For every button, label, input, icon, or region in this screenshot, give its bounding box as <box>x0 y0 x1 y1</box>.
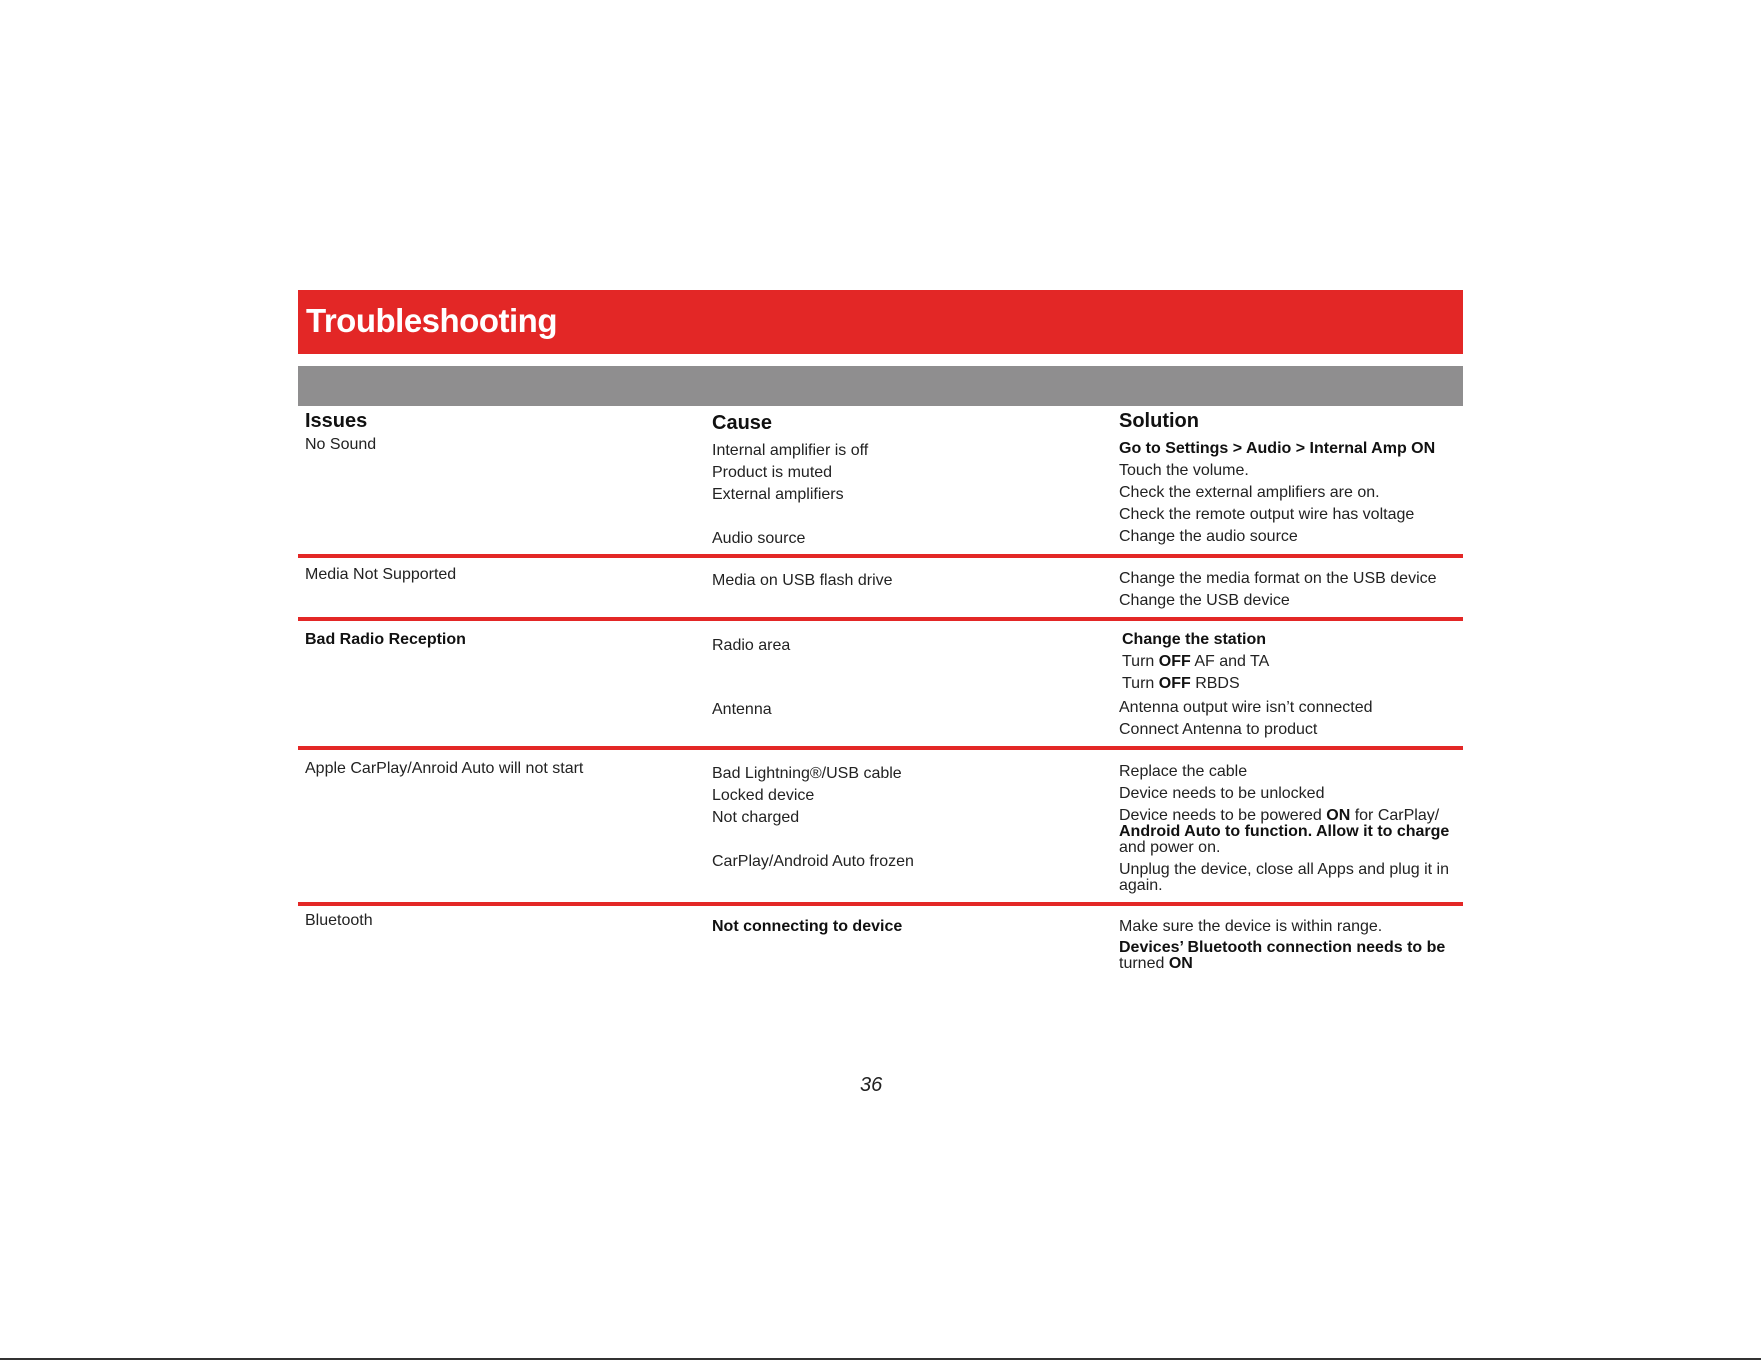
text-run-bold: ON <box>1168 955 1193 972</box>
solution-list <box>1119 916 1382 938</box>
solution-item <box>1122 651 1269 673</box>
cause-list <box>712 916 902 938</box>
text-run-bold: ON <box>1326 807 1351 824</box>
solution-item: Devices’ Bluetooth connection needs to be <box>1119 939 1446 956</box>
row-separator <box>298 746 1463 750</box>
solution-list <box>1119 697 1373 741</box>
solution-item: Touch the volume. <box>1119 462 1249 479</box>
text-run: RBDS <box>1190 675 1240 692</box>
solution-item: again. <box>1119 877 1163 894</box>
column-header-issues: Issues <box>305 410 368 432</box>
solution-list <box>1119 568 1437 612</box>
cause-item: Bad Lightning®/USB cable <box>712 765 902 782</box>
issue-no-sound <box>305 434 376 456</box>
cause-list <box>712 635 790 657</box>
issue-bad-radio-reception <box>305 629 466 651</box>
title-banner <box>298 290 1463 354</box>
solution-item <box>1122 673 1269 695</box>
row-separator <box>298 902 1463 906</box>
solution-item: Device needs to be unlocked <box>1119 785 1325 802</box>
text-run: AF and TA <box>1190 653 1270 670</box>
solution-item: Connect Antenna to product <box>1119 721 1318 738</box>
cause-list <box>712 440 868 550</box>
cause-item: Antenna <box>712 701 772 718</box>
cause-item: Not connecting to device <box>712 918 903 935</box>
cause-spacer <box>712 506 868 528</box>
solution-item <box>1119 808 1449 824</box>
solution-item: Android Auto to function. Allow it to charge <box>1119 823 1450 840</box>
cause-item: External amplifiers <box>712 486 844 503</box>
cause-item: Not charged <box>712 809 800 826</box>
cause-item: Media on USB flash drive <box>712 572 893 589</box>
page-title: Troubleshooting <box>306 302 557 339</box>
text-run: for CarPlay/ <box>1350 807 1440 824</box>
row-separator <box>298 617 1463 621</box>
issue-media-not-supported <box>305 564 456 586</box>
text-run: Device needs to be powered <box>1119 807 1327 824</box>
issue-label: Apple CarPlay/Anroid Auto will not start <box>305 760 584 777</box>
text-run-bold: OFF <box>1158 675 1191 692</box>
cause-list <box>712 763 914 873</box>
issue-label: No Sound <box>305 436 377 453</box>
cause-list <box>712 570 893 592</box>
solution-list <box>1119 940 1445 972</box>
solution-list <box>1119 761 1324 805</box>
solution-item: Go to Settings > Audio > Internal Amp ON <box>1119 440 1436 457</box>
solution-list <box>1122 629 1269 695</box>
solution-item <box>1119 956 1445 972</box>
solution-item: Replace the cable <box>1119 763 1248 780</box>
issue-label: Media Not Supported <box>305 566 457 583</box>
solution-item: Antenna output wire isn’t connected <box>1119 699 1373 716</box>
text-run: Turn <box>1122 653 1159 670</box>
header-band <box>298 366 1463 406</box>
page-number: 36 <box>860 1074 883 1096</box>
issue-carplay <box>305 758 583 780</box>
solution-list <box>1119 808 1449 856</box>
cause-item: Audio source <box>712 530 806 547</box>
issue-label: Bluetooth <box>305 912 373 929</box>
text-run: Turn <box>1122 675 1159 692</box>
cause-spacer <box>712 829 914 851</box>
solution-item: Check the external amplifiers are on. <box>1119 484 1380 501</box>
cause-item: Internal amplifier is off <box>712 442 869 459</box>
solution-item: Change the audio source <box>1119 528 1298 545</box>
cause-item: Product is muted <box>712 464 833 481</box>
column-header-solution: Solution <box>1119 410 1199 432</box>
solution-list <box>1119 862 1449 894</box>
issue-label: Bad Radio Reception <box>305 631 466 648</box>
bottom-divider <box>0 1358 1761 1360</box>
issue-bluetooth <box>305 910 373 932</box>
solution-item: Change the station <box>1122 631 1267 648</box>
cause-item: CarPlay/Android Auto frozen <box>712 853 914 870</box>
solution-item: and power on. <box>1119 839 1221 856</box>
solution-item: Unplug the device, close all Apps and plug it in <box>1119 861 1449 878</box>
solution-item: Change the media format on the USB device <box>1119 570 1437 587</box>
solution-item: Change the USB device <box>1119 592 1290 609</box>
solution-item: Check the remote output wire has voltage <box>1119 506 1415 523</box>
row-separator <box>298 554 1463 558</box>
text-run-bold: OFF <box>1158 653 1191 670</box>
text-run: turned <box>1119 955 1169 972</box>
cause-list <box>712 699 772 721</box>
solution-list <box>1119 438 1435 548</box>
cause-item: Locked device <box>712 787 815 804</box>
cause-item: Radio area <box>712 637 791 654</box>
solution-item: Make sure the device is within range. <box>1119 918 1383 935</box>
column-header-cause: Cause <box>712 412 773 434</box>
